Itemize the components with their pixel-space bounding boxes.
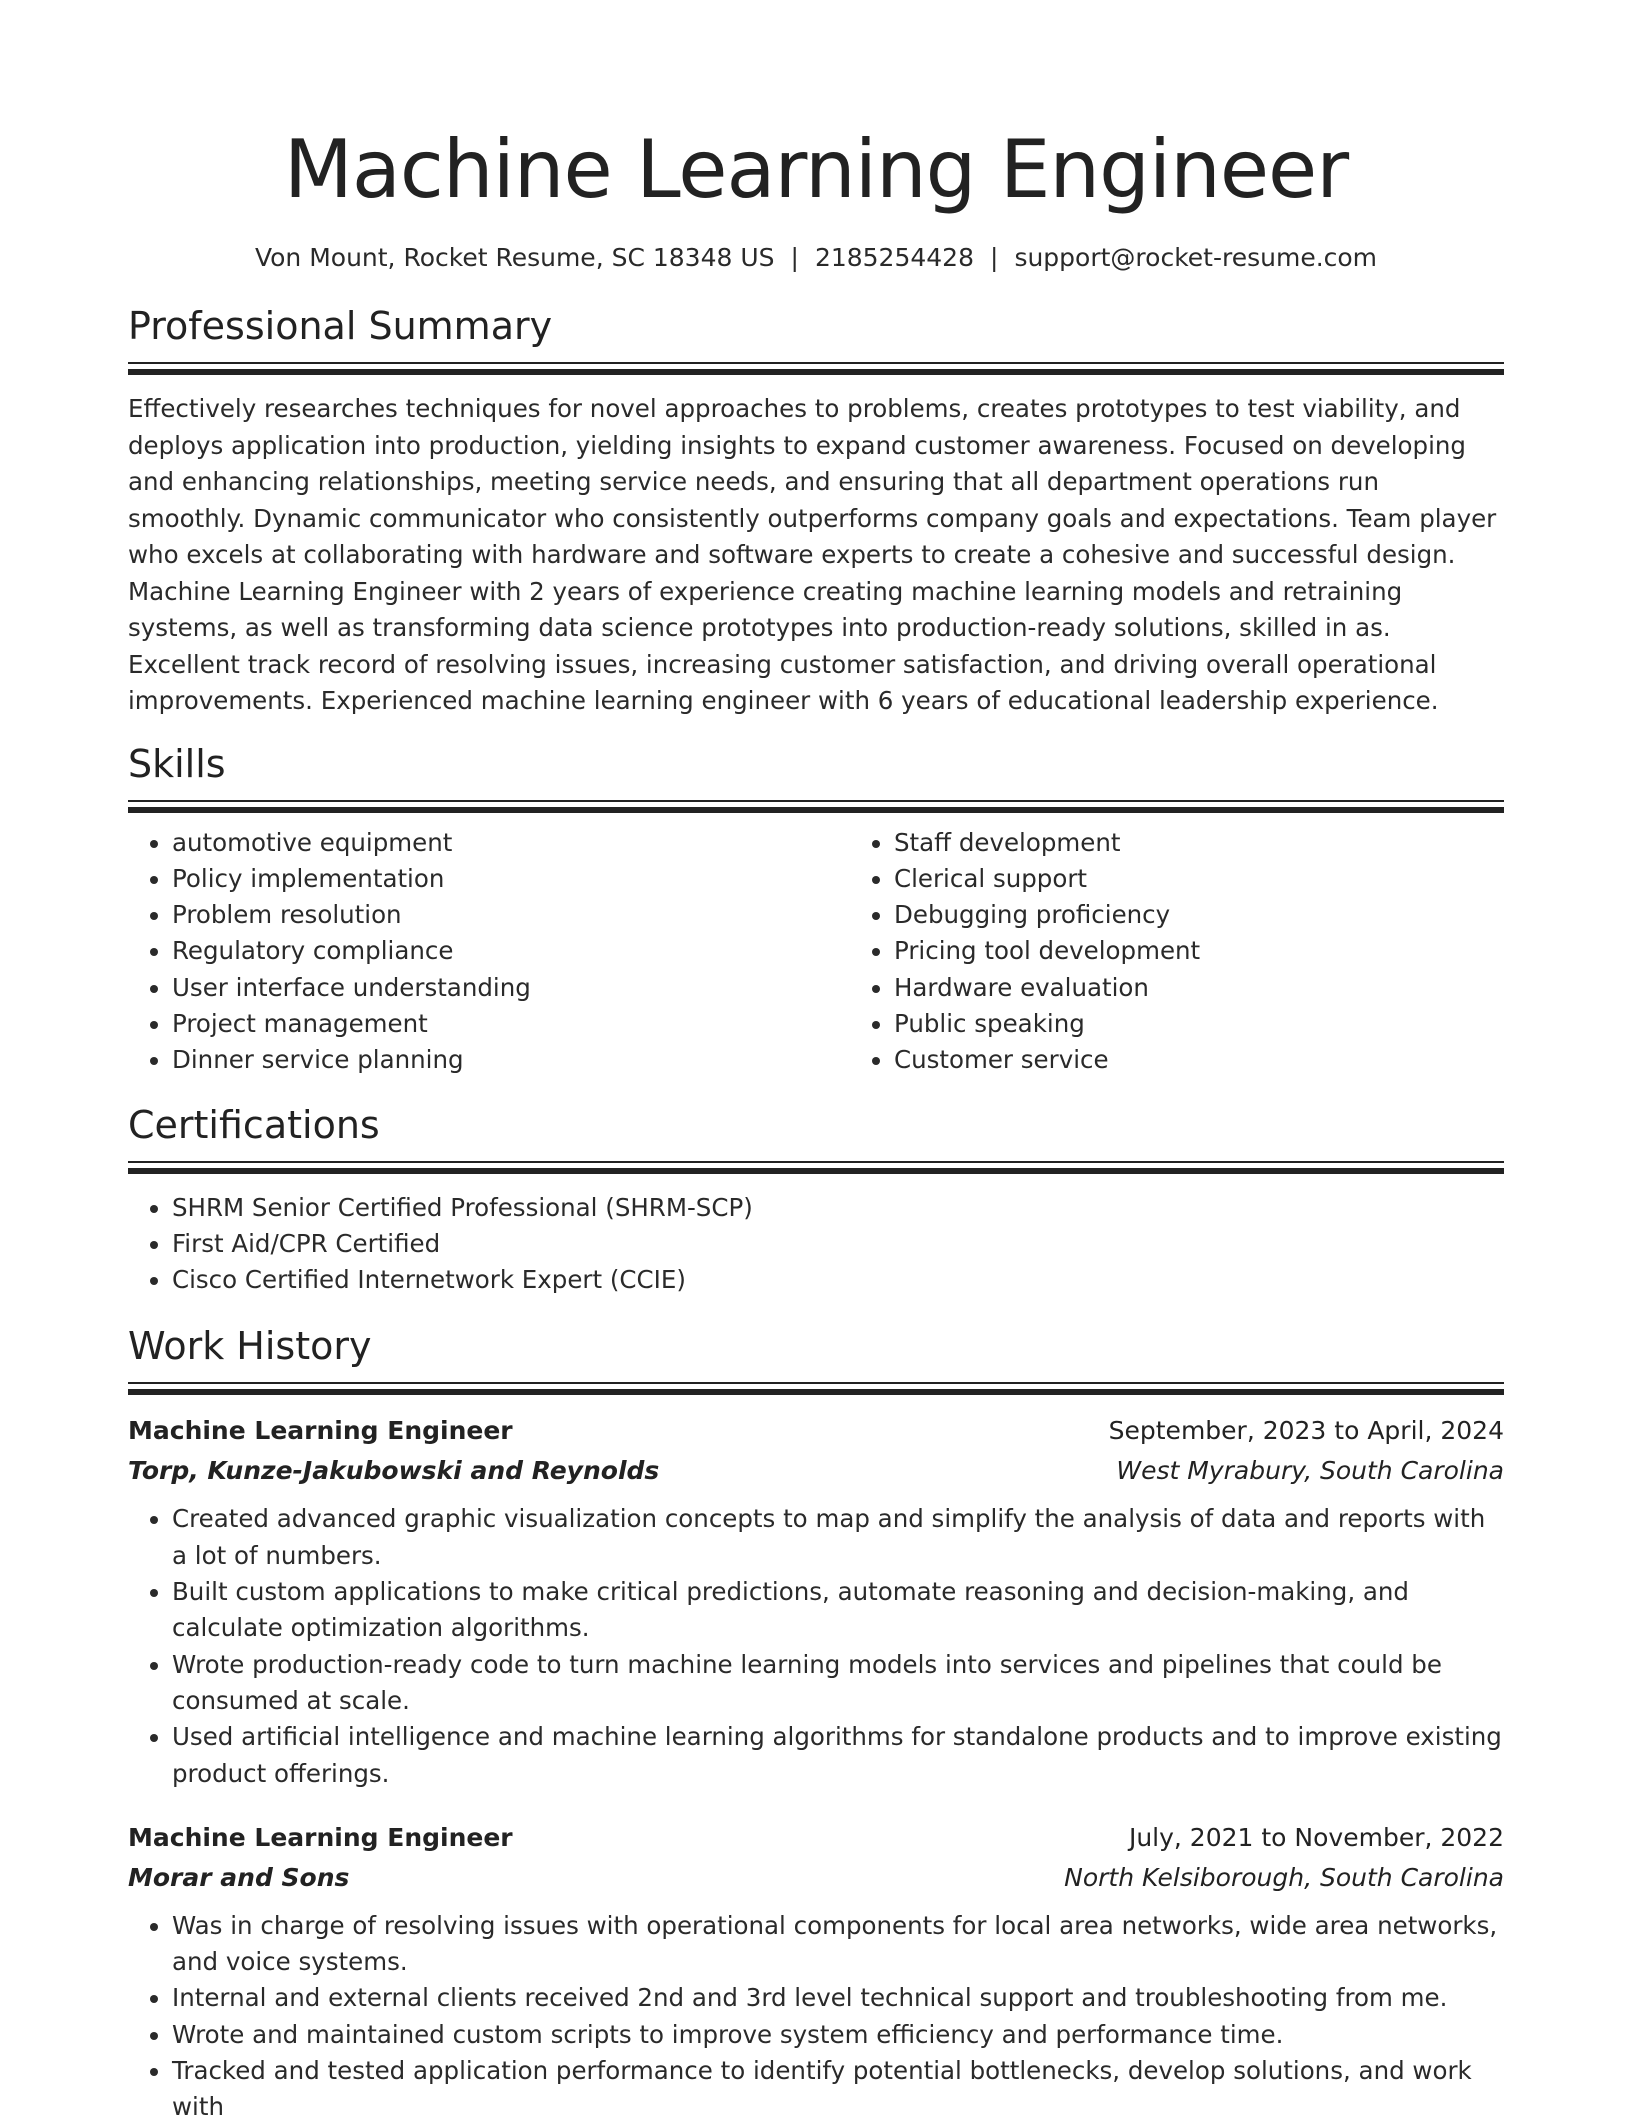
skill-item: • Debugging proficiency [894,897,1504,933]
job-company: Morar and Sons [128,1862,350,1892]
job-header [128,1411,1504,1451]
certification-item: • Cisco Certified Internetwork Expert (CCIE) [172,1262,1504,1298]
job-bullet: • Internal and external clients received 2nd and 3rd level technical support and troubleshooting from me. [172,1980,1504,2016]
section-divider [128,807,1504,813]
job-bullets [128,1908,1504,2126]
summary-section [128,302,1504,720]
certifications-section [128,1101,1504,1299]
job-subheader [128,1451,1504,1491]
skill-item: • Dinner service planning [172,1042,850,1078]
job-header [128,1818,1504,1858]
section-title-work-history: Work History [128,1324,372,1369]
job-dates: July, 2021 to November, 2022 [1128,1822,1504,1852]
skill-item: • automotive equipment [172,825,850,861]
skill-item: • Problem resolution [172,897,850,933]
skill-item: • Hardware evaluation [894,970,1504,1006]
work-history-section [128,1322,1504,2125]
summary-text: Effectively researches techniques for novel approaches to problems, creates prototypes to test viability, and deploys application into production, yielding insights to expand customer awareness. Focused on developing and enhancing relationships, meeting service needs, and ensuring that all department operations run smoothly. Dynamic communicator who consistently outperforms company goals and expectations. Team player who excels at collaborating with hardware and software experts to create a cohesive and successful design. Machine Learning Engineer with 2 years of experience creating machine learning models and retraining systems, as well as transforming data science prototypes into production-ready solutions, skilled in as. Excellent track record of resolving issues, increasing customer satisfaction, and driving overall operational improvements. Experienced machine learning engineer with 6 years of educational leadership experience. [128,394,1497,715]
contact-line [128,242,1504,274]
section-divider [128,362,1504,364]
skills-section [128,740,1504,1079]
contact-phone: 2185254428 [814,243,974,272]
skill-item: • Customer service [894,1042,1504,1078]
resume-title: Machine Learning Engineer [283,123,1349,216]
job-bullet: • Built custom applications to make critical predictions, automate reasoning and decision-making, and calculate optimization algorithms. [172,1574,1504,1647]
section-divider [128,1389,1504,1395]
job-company: Torp, Kunze-Jakubowski and Reynolds [128,1456,660,1486]
job-bullet: • Wrote production-ready code to turn machine learning models into services and pipelines that could be consumed at scale. [172,1647,1504,1720]
skill-item: • Clerical support [894,861,1504,897]
job-subheader [128,1858,1504,1898]
skill-item: • Project management [172,1006,850,1042]
section-divider [128,800,1504,802]
job-bullet: • Tracked and tested application performance to identify potential bottlenecks, develop solutions, and work with [172,2053,1504,2126]
job-bullet: • Created advanced graphic visualization concepts to map and simplify the analysis of data and reports with a lot of numbers. [172,1501,1504,1574]
contact-separator: | [790,243,799,272]
certification-item: • SHRM Senior Certified Professional (SHRM-SCP) [172,1190,1504,1226]
job-bullet: • Was in charge of resolving issues with operational components for local area networks, wide area networks, and voice systems. [172,1908,1504,1981]
job-role: Machine Learning Engineer [128,1416,513,1446]
skill-item: • Staff development [894,825,1504,861]
section-title-skills: Skills [128,741,226,786]
skill-item: • User interface understanding [172,970,850,1006]
job-bullets [128,1501,1504,1791]
job-bullet: • Used artificial intelligence and machine learning algorithms for standalone products and to improve existing product offerings. [172,1719,1504,1792]
job-entry [128,1818,1504,2126]
skills-grid [128,825,1504,1079]
skill-item: • Policy implementation [172,861,850,897]
section-divider [128,369,1504,375]
job-location: North Kelsiborough, South Carolina [1064,1862,1504,1892]
section-title-certifications: Certifications [128,1102,380,1147]
skill-item: • Regulatory compliance [172,933,850,969]
certifications-list [128,1190,1504,1299]
section-divider [128,1382,1504,1384]
job-dates: September, 2023 to April, 2024 [1108,1416,1504,1446]
skills-list-left [128,825,850,1079]
contact-address: Von Mount, Rocket Resume, SC 18348 US [254,243,775,272]
section-divider [128,1161,1504,1163]
contact-email: support@rocket-resume.com [1014,243,1378,272]
section-title-summary: Professional Summary [128,304,553,348]
job-entry [128,1411,1504,1791]
contact-separator: | [990,243,999,272]
skill-item: • Public speaking [894,1006,1504,1042]
section-divider [128,1168,1504,1174]
skill-item: • Pricing tool development [894,933,1504,969]
skills-list-right [850,825,1504,1079]
job-role: Machine Learning Engineer [128,1822,513,1852]
job-bullet: • Wrote and maintained custom scripts to improve system efficiency and performance time. [172,2017,1504,2053]
job-location: West Myrabury, South Carolina [1116,1456,1504,1486]
certification-item: • First Aid/CPR Certified [172,1226,1504,1262]
